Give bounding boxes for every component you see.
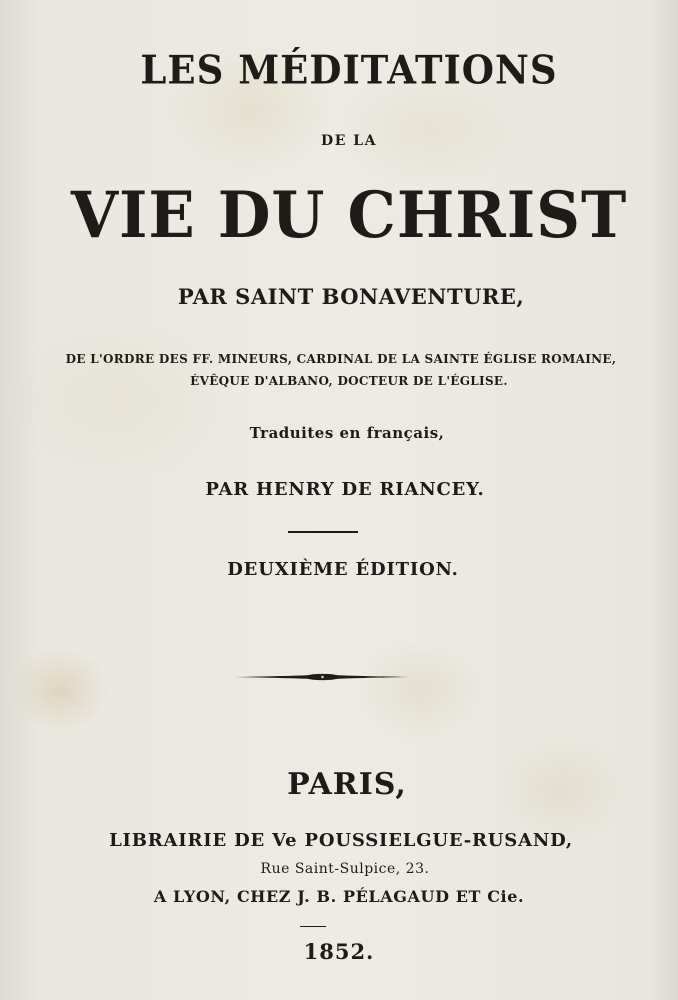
imprint-address: Rue Saint-Sulpice, 23. [260, 861, 430, 877]
title-line-1: LES MÉDITATIONS [140, 46, 558, 94]
title-connector: DE LA [321, 133, 377, 149]
author-titles-line-2: ÉVÊQUE D'ALBANO, DOCTEUR DE L'ÉGLISE. [190, 374, 508, 388]
imprint-distributor: A LYON, CHEZ J. B. PÉLAGAUD ET Cie. [153, 887, 525, 906]
small-divider-rule [300, 926, 326, 927]
publication-year: 1852. [303, 939, 375, 964]
author-titles-line-1: DE L'ORDRE DES FF. MINEURS, CARDINAL DE LA SAINTE ÉGLISE ROMAINE, [65, 352, 617, 366]
edition-line: DEUXIÈME ÉDITION. [227, 559, 459, 580]
main-title: VIE DU CHRIST [70, 178, 628, 253]
ornamental-divider-icon [235, 670, 410, 684]
imprint-publisher: LIBRAIRIE DE Ve POUSSIELGUE-RUSAND, [109, 830, 573, 851]
translation-note: Traduites en français, [249, 424, 445, 442]
translator-line: PAR HENRY DE RIANCEY. [205, 479, 485, 500]
divider-rule [288, 531, 358, 533]
imprint-city: PARIS, [287, 767, 407, 802]
author-line: PAR SAINT BONAVENTURE, [177, 284, 525, 309]
